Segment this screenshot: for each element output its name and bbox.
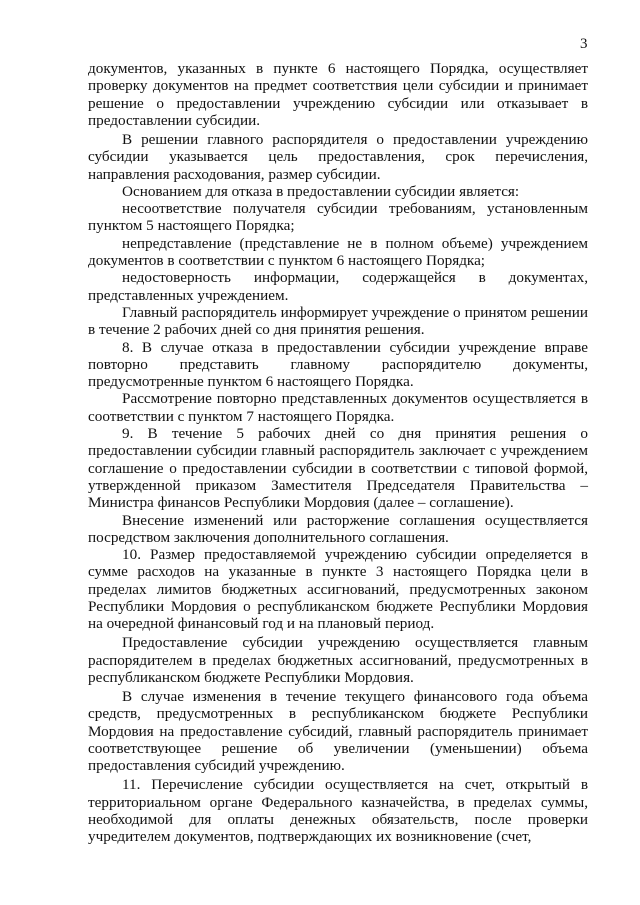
- paragraph-refusal-ground-2: непредставление (представление не в полном объеме) учреждением документов в соответствии с пунктом 6 настоящего Порядка;: [88, 234, 588, 270]
- paragraph-subsidy-limits: Предоставление субсидии учреждению осуществляется главным распорядителем в пределах бюджетных ассигнований, предусмотренных в республиканском бюджете Республики Мордовия.: [88, 634, 588, 686]
- paragraph-budget-change: В случае изменения в течение текущего финансового года объема средств, предусмотренных в республиканском бюджете Республики Мордовия на предоставление субсидий, главный распорядитель принимает соответствующее решение об увеличении (уменьшении) объема предоставления субсидий учреждению.: [88, 688, 588, 775]
- paragraph-continuation: документов, указанных в пункте 6 настоящего Порядка, осуществляет проверку документов на предмет соответствия цели субсидии и принимает решение о предоставлении учреждению субсидии или отказывает в предоставлении субсидии.: [88, 60, 588, 129]
- paragraph-decision-content: В решении главного распорядителя о предоставлении учреждению субсидии указывается цель предоставления, срок перечисления, направления расходования, размер субсидии.: [88, 130, 588, 183]
- paragraph-notification: Главный распорядитель информирует учреждение о принятом решении в течение 2 рабочих дней со дня принятия решения.: [88, 303, 588, 339]
- paragraph-refusal-grounds-intro: Основанием для отказа в предоставлении субсидии является:: [122, 182, 520, 200]
- paragraph-clause-10: 10. Размер предоставляемой учреждению субсидии определяется в сумме расходов на указанные в пункте 3 настоящего Порядка цели в пределах лимитов бюджетных ассигнований, предусмотренных законом Республики Мордовия о республиканском бюджете Республики Мордовия на очередной финансовый год и на плановый период.: [88, 546, 588, 633]
- document-body: [88, 60, 588, 846]
- paragraph-refusal-ground-3: недостоверность информации, содержащейся в документах, представленных учреждением.: [88, 269, 588, 304]
- paragraph-clause-8: 8. В случае отказа в предоставлении субсидии учреждение вправе повторно представить главному распорядителю документы, предусмотренные пунктом 6 настоящего Порядка.: [88, 338, 588, 391]
- paragraph-clause-9: 9. В течение 5 рабочих дней со дня принятия решения о предоставлении субсидии главный распорядитель заключает с учреждением соглашение о предоставлении субсидии в соответствии с типовой формой, утвержденной приказом Заместителя Председателя Правительства – Министра финансов Республики Мордовия (далее – соглашение).: [88, 425, 588, 512]
- paragraph-agreement-changes: Внесение изменений или расторжение соглашения осуществляется посредством заключения дополнительного соглашения.: [88, 511, 588, 546]
- paragraph-refusal-ground-1: несоответствие получателя субсидии требованиям, установленным пунктом 5 настоящего Порядка;: [88, 200, 588, 235]
- paragraph-resubmission-review: Рассмотрение повторно представленных документов осуществляется в соответствии с пунктом 7 настоящего Порядка.: [88, 390, 588, 425]
- page-number: 3: [580, 36, 588, 52]
- paragraph-clause-11: 11. Перечисление субсидии осуществляется на счет, открытый в территориальном органе Федерального казначейства, в пределах суммы, необходимой для оплаты денежных обязательств, после проверки учредителем документов, подтверждающих их возникновение (счет,: [88, 776, 588, 846]
